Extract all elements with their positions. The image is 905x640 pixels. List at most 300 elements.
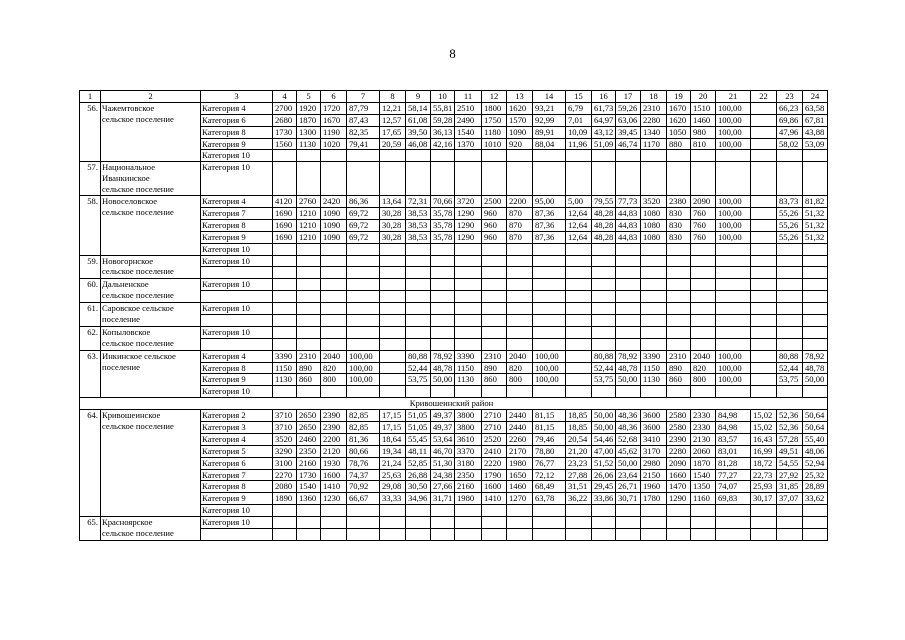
- value-cell: [667, 255, 691, 267]
- value-cell: 1620: [507, 102, 533, 114]
- column-header: 1: [80, 91, 101, 103]
- value-cell: 48,78: [431, 362, 455, 374]
- value-cell: 830: [667, 207, 691, 219]
- value-cell: [533, 162, 566, 196]
- value-cell: 52,85: [406, 457, 431, 469]
- value-cell: 72,12: [533, 469, 566, 481]
- value-cell: 3600: [641, 421, 667, 433]
- value-cell: [691, 162, 716, 196]
- value-cell: [566, 314, 592, 326]
- value-cell: [533, 386, 566, 398]
- value-cell: [380, 243, 406, 255]
- value-cell: [777, 529, 803, 541]
- settlement-name: [101, 517, 201, 541]
- value-cell: 16,43: [751, 433, 777, 445]
- value-cell: 2040: [691, 350, 716, 362]
- value-cell: [716, 162, 751, 196]
- value-cell: 1410: [321, 481, 347, 493]
- value-cell: 55,26: [777, 219, 803, 231]
- value-cell: [592, 386, 616, 398]
- category-cell: Категория 10: [201, 255, 273, 267]
- value-cell: 100,00: [716, 374, 751, 386]
- column-header: 7: [347, 91, 380, 103]
- value-cell: [592, 267, 616, 279]
- value-cell: [273, 505, 297, 517]
- value-cell: 760: [691, 231, 716, 243]
- value-cell: [406, 279, 431, 291]
- value-cell: 44,83: [616, 219, 641, 231]
- category-cell: [201, 338, 273, 350]
- value-cell: [297, 267, 321, 279]
- value-cell: 61,08: [406, 114, 431, 126]
- value-cell: [751, 279, 777, 291]
- value-cell: [592, 150, 616, 162]
- value-cell: [431, 243, 455, 255]
- value-cell: 2150: [641, 469, 667, 481]
- value-cell: 46,74: [616, 138, 641, 150]
- value-cell: 74,37: [347, 469, 380, 481]
- value-cell: [347, 303, 380, 315]
- value-cell: [691, 255, 716, 267]
- value-cell: 1150: [455, 362, 482, 374]
- value-cell: [507, 150, 533, 162]
- category-cell: Категория 10: [201, 162, 273, 196]
- value-cell: 15,02: [751, 421, 777, 433]
- value-cell: [482, 326, 507, 338]
- value-cell: 83,57: [716, 433, 751, 445]
- value-cell: [751, 362, 777, 374]
- value-cell: 77,73: [616, 196, 641, 208]
- value-cell: [406, 162, 431, 196]
- value-cell: [507, 529, 533, 541]
- value-cell: 53,09: [803, 138, 828, 150]
- value-cell: 100,00: [533, 362, 566, 374]
- value-cell: [751, 162, 777, 196]
- table-row: [80, 162, 828, 196]
- value-cell: [321, 326, 347, 338]
- value-cell: [507, 162, 533, 196]
- value-cell: [321, 243, 347, 255]
- value-cell: [297, 255, 321, 267]
- value-cell: 2280: [641, 114, 667, 126]
- value-cell: 2390: [321, 410, 347, 422]
- category-cell: Категория 4: [201, 433, 273, 445]
- value-cell: [641, 150, 667, 162]
- value-cell: [716, 255, 751, 267]
- value-cell: 2460: [297, 433, 321, 445]
- value-cell: [347, 255, 380, 267]
- value-cell: 1670: [667, 102, 691, 114]
- value-cell: 760: [691, 219, 716, 231]
- value-cell: 1180: [482, 126, 507, 138]
- value-cell: 50,64: [803, 421, 828, 433]
- value-cell: 58,14: [406, 102, 431, 114]
- value-cell: [297, 279, 321, 291]
- value-cell: 1460: [691, 114, 716, 126]
- value-cell: 81,82: [803, 196, 828, 208]
- value-cell: 870: [507, 219, 533, 231]
- value-cell: 2040: [321, 350, 347, 362]
- value-cell: 3170: [641, 445, 667, 457]
- value-cell: [751, 338, 777, 350]
- value-cell: 2390: [667, 433, 691, 445]
- value-cell: [431, 529, 455, 541]
- table-header-row: [80, 91, 828, 103]
- value-cell: 25,93: [751, 481, 777, 493]
- value-cell: [566, 243, 592, 255]
- value-cell: 2390: [321, 421, 347, 433]
- value-cell: 1080: [641, 207, 667, 219]
- value-cell: 25,32: [803, 469, 828, 481]
- value-cell: [751, 350, 777, 362]
- value-cell: [431, 505, 455, 517]
- value-cell: 28,89: [803, 481, 828, 493]
- value-cell: 2380: [667, 196, 691, 208]
- value-cell: [455, 255, 482, 267]
- value-cell: [667, 529, 691, 541]
- value-cell: 36,13: [431, 126, 455, 138]
- value-cell: 63,78: [533, 493, 566, 505]
- value-cell: [566, 150, 592, 162]
- value-cell: [347, 314, 380, 326]
- value-cell: 18,85: [566, 410, 592, 422]
- value-cell: [321, 279, 347, 291]
- value-cell: 1540: [691, 469, 716, 481]
- value-cell: [482, 505, 507, 517]
- row-number: 63.: [80, 350, 101, 398]
- value-cell: [380, 505, 406, 517]
- value-cell: [777, 326, 803, 338]
- value-cell: 17,15: [380, 410, 406, 422]
- value-cell: 890: [297, 362, 321, 374]
- value-cell: 49,51: [777, 445, 803, 457]
- value-cell: 2490: [455, 114, 482, 126]
- value-cell: 3100: [273, 457, 297, 469]
- value-cell: 2500: [482, 196, 507, 208]
- value-cell: 1210: [297, 207, 321, 219]
- value-cell: 46,08: [406, 138, 431, 150]
- value-cell: [431, 267, 455, 279]
- value-cell: [533, 529, 566, 541]
- value-cell: 2280: [667, 445, 691, 457]
- value-cell: [482, 303, 507, 315]
- value-cell: 2330: [691, 421, 716, 433]
- value-cell: [380, 314, 406, 326]
- value-cell: [803, 326, 828, 338]
- value-cell: 1730: [273, 126, 297, 138]
- value-cell: 3800: [455, 410, 482, 422]
- value-cell: 59,28: [431, 114, 455, 126]
- value-cell: [507, 291, 533, 303]
- category-cell: Категория 9: [201, 493, 273, 505]
- value-cell: 2980: [641, 457, 667, 469]
- value-cell: [592, 279, 616, 291]
- value-cell: 76,77: [533, 457, 566, 469]
- value-cell: [751, 326, 777, 338]
- settlement-name-line: Инкинское сельское: [102, 350, 176, 361]
- value-cell: 1780: [641, 493, 667, 505]
- column-header: 20: [691, 91, 716, 103]
- value-cell: 2200: [321, 433, 347, 445]
- value-cell: [751, 231, 777, 243]
- value-cell: 1160: [691, 493, 716, 505]
- value-cell: 860: [482, 374, 507, 386]
- value-cell: [616, 243, 641, 255]
- value-cell: [566, 350, 592, 362]
- value-cell: [616, 303, 641, 315]
- value-cell: [751, 291, 777, 303]
- value-cell: 2080: [273, 481, 297, 493]
- value-cell: [380, 150, 406, 162]
- value-cell: 1870: [691, 457, 716, 469]
- value-cell: 89,91: [533, 126, 566, 138]
- value-cell: 1690: [273, 219, 297, 231]
- value-cell: 78,76: [347, 457, 380, 469]
- value-cell: 78,80: [533, 445, 566, 457]
- value-cell: [667, 314, 691, 326]
- value-cell: 760: [691, 207, 716, 219]
- value-cell: [455, 326, 482, 338]
- value-cell: 52,68: [616, 433, 641, 445]
- value-cell: [507, 303, 533, 315]
- value-cell: [431, 279, 455, 291]
- value-cell: [803, 162, 828, 196]
- value-cell: 3720: [455, 196, 482, 208]
- value-cell: [533, 505, 566, 517]
- value-cell: 2220: [482, 457, 507, 469]
- column-header: 17: [616, 91, 641, 103]
- value-cell: [751, 374, 777, 386]
- value-cell: [641, 243, 667, 255]
- value-cell: [482, 255, 507, 267]
- value-cell: 51,32: [803, 207, 828, 219]
- column-header: 9: [406, 91, 431, 103]
- value-cell: 12,64: [566, 231, 592, 243]
- value-cell: 1460: [507, 481, 533, 493]
- value-cell: 53,64: [431, 433, 455, 445]
- category-cell: Категория 5: [201, 445, 273, 457]
- value-cell: [803, 314, 828, 326]
- settlement-name: [101, 196, 201, 255]
- settlement-name: [101, 162, 201, 196]
- value-cell: 2120: [321, 445, 347, 457]
- value-cell: [641, 314, 667, 326]
- value-cell: [347, 150, 380, 162]
- value-cell: [803, 338, 828, 350]
- category-cell: [201, 529, 273, 541]
- value-cell: [667, 386, 691, 398]
- value-cell: 48,36: [616, 410, 641, 422]
- value-cell: [380, 350, 406, 362]
- value-cell: [455, 517, 482, 529]
- value-cell: [803, 517, 828, 529]
- value-cell: [380, 303, 406, 315]
- value-cell: [566, 162, 592, 196]
- value-cell: [667, 291, 691, 303]
- value-cell: [751, 138, 777, 150]
- category-cell: Категория 9: [201, 138, 273, 150]
- value-cell: 3610: [455, 433, 482, 445]
- category-cell: Категория 10: [201, 326, 273, 338]
- value-cell: [455, 243, 482, 255]
- value-cell: [803, 279, 828, 291]
- column-header: 5: [297, 91, 321, 103]
- value-cell: 79,46: [533, 433, 566, 445]
- value-cell: 830: [667, 219, 691, 231]
- value-cell: 15,02: [751, 410, 777, 422]
- value-cell: 20,54: [566, 433, 592, 445]
- value-cell: 50,00: [803, 374, 828, 386]
- value-cell: [455, 386, 482, 398]
- value-cell: [616, 255, 641, 267]
- value-cell: 100,00: [716, 362, 751, 374]
- settlement-name-line: сельское поселение: [102, 337, 174, 348]
- value-cell: [533, 517, 566, 529]
- value-cell: [803, 150, 828, 162]
- settlement-name-line: сельское поселение: [102, 421, 174, 431]
- value-cell: 80,88: [777, 350, 803, 362]
- value-cell: 1190: [321, 126, 347, 138]
- value-cell: [716, 150, 751, 162]
- value-cell: 70,92: [347, 481, 380, 493]
- value-cell: 31,71: [431, 493, 455, 505]
- page-number: 8: [449, 46, 456, 61]
- value-cell: 78,92: [616, 350, 641, 362]
- value-cell: 2710: [482, 421, 507, 433]
- column-header: 21: [716, 91, 751, 103]
- settlement-name: [101, 102, 201, 161]
- row-number: 62.: [80, 326, 101, 350]
- value-cell: [347, 505, 380, 517]
- value-cell: [641, 267, 667, 279]
- value-cell: [777, 303, 803, 315]
- value-cell: [321, 267, 347, 279]
- value-cell: [777, 150, 803, 162]
- category-cell: Категория 6: [201, 114, 273, 126]
- value-cell: 870: [507, 207, 533, 219]
- value-cell: [273, 243, 297, 255]
- value-cell: 980: [691, 126, 716, 138]
- value-cell: [641, 505, 667, 517]
- value-cell: [566, 291, 592, 303]
- settlement-name-line: сельское поселение: [102, 528, 174, 539]
- value-cell: [380, 362, 406, 374]
- value-cell: 1600: [482, 481, 507, 493]
- value-cell: [406, 303, 431, 315]
- value-cell: 63,06: [616, 114, 641, 126]
- category-cell: [201, 267, 273, 279]
- value-cell: [533, 279, 566, 291]
- table-row: [80, 517, 828, 529]
- value-cell: 1130: [273, 374, 297, 386]
- value-cell: [691, 267, 716, 279]
- region-spacer: [803, 398, 828, 410]
- value-cell: 48,28: [592, 231, 616, 243]
- value-cell: [803, 529, 828, 541]
- value-cell: [691, 150, 716, 162]
- value-cell: [321, 150, 347, 162]
- value-cell: [641, 291, 667, 303]
- settlement-name: [101, 326, 201, 350]
- value-cell: [533, 150, 566, 162]
- value-cell: [406, 150, 431, 162]
- value-cell: 84,98: [716, 410, 751, 422]
- value-cell: [566, 374, 592, 386]
- value-cell: 1980: [455, 493, 482, 505]
- category-cell: [201, 314, 273, 326]
- value-cell: 81,28: [716, 457, 751, 469]
- value-cell: [482, 529, 507, 541]
- settlement-name-line: Чажемтовское: [102, 102, 155, 113]
- value-cell: [533, 314, 566, 326]
- value-cell: 48,36: [616, 421, 641, 433]
- category-cell: [201, 291, 273, 303]
- value-cell: [507, 314, 533, 326]
- value-cell: 2350: [455, 469, 482, 481]
- value-cell: [566, 362, 592, 374]
- value-cell: [751, 114, 777, 126]
- value-cell: 50,00: [592, 410, 616, 422]
- value-cell: 69,83: [716, 493, 751, 505]
- value-cell: 51,32: [803, 231, 828, 243]
- value-cell: 3180: [455, 457, 482, 469]
- value-cell: 35,78: [431, 231, 455, 243]
- value-cell: 1980: [507, 457, 533, 469]
- value-cell: [641, 386, 667, 398]
- value-cell: [641, 326, 667, 338]
- value-cell: 2160: [297, 457, 321, 469]
- value-cell: [455, 267, 482, 279]
- value-cell: 54,46: [592, 433, 616, 445]
- value-cell: 55,81: [431, 102, 455, 114]
- value-cell: [455, 529, 482, 541]
- value-cell: 800: [321, 374, 347, 386]
- value-cell: 82,35: [347, 126, 380, 138]
- value-cell: [716, 243, 751, 255]
- value-cell: [482, 279, 507, 291]
- value-cell: 800: [691, 374, 716, 386]
- value-cell: 49,37: [431, 410, 455, 422]
- value-cell: 1090: [321, 231, 347, 243]
- value-cell: 830: [667, 231, 691, 243]
- value-cell: 52,36: [777, 421, 803, 433]
- value-cell: 6,79: [566, 102, 592, 114]
- value-cell: [641, 529, 667, 541]
- value-cell: [431, 326, 455, 338]
- value-cell: 2130: [691, 433, 716, 445]
- category-cell: Категория 10: [201, 517, 273, 529]
- value-cell: [297, 529, 321, 541]
- value-cell: [347, 326, 380, 338]
- value-cell: [777, 243, 803, 255]
- value-cell: 79,55: [592, 196, 616, 208]
- value-cell: [566, 267, 592, 279]
- value-cell: [751, 126, 777, 138]
- value-cell: [482, 291, 507, 303]
- value-cell: [273, 255, 297, 267]
- value-cell: [380, 279, 406, 291]
- column-header: 15: [566, 91, 592, 103]
- column-header: 3: [201, 91, 273, 103]
- value-cell: 30,28: [380, 231, 406, 243]
- value-cell: 25,63: [380, 469, 406, 481]
- value-cell: [592, 291, 616, 303]
- value-cell: 100,00: [716, 207, 751, 219]
- value-cell: [455, 505, 482, 517]
- value-cell: [616, 529, 641, 541]
- value-cell: 2160: [455, 481, 482, 493]
- value-cell: 820: [691, 362, 716, 374]
